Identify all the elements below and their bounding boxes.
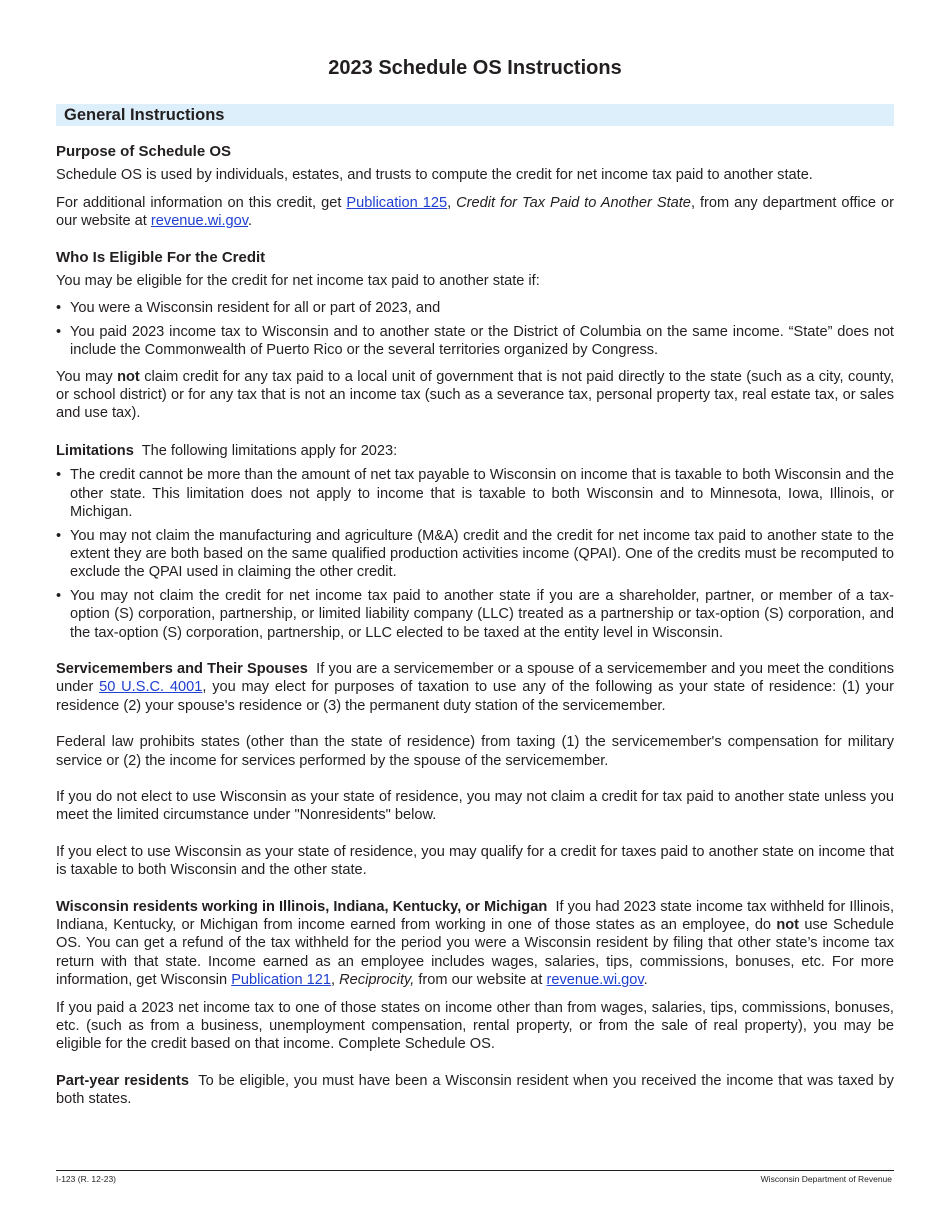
emphasis: not — [776, 917, 800, 933]
list-item: • You may not claim the credit for net income tax paid to another state if you are a shareholder, partner, or member of a tax-option (S) corporation, partnership, or limited liability company (LLC) treated as a partnership or tax-option (S) corporation, and the tax-option (S) corporation, partnership, or LLC elected to be taxed at the entity level in Wisconsin. — [56, 587, 894, 642]
servicemembers-paragraph-1 — [56, 660, 899, 715]
text: , — [331, 972, 340, 989]
text: . — [643, 972, 648, 989]
purpose-paragraph-1: Schedule OS is used by individuals, estates, and trusts to compute the credit for net income tax paid to another state. — [56, 167, 813, 184]
part-year-label: Part-year residents — [56, 1072, 189, 1089]
publication-121-link[interactable]: Publication 121 — [231, 972, 332, 989]
agency-name: Wisconsin Department of Revenue — [760, 1174, 892, 1184]
residents-working-paragraph-1 — [56, 898, 899, 990]
list-item: • The credit cannot be more than the amount of net tax payable to Wisconsin on income that is taxable to both Wisconsin and the other state. This limitation does not apply to income that is taxable to both Wisconsin and to Minnesota, Iowa, Illinois, or Michigan. — [56, 466, 894, 521]
revenue-website-link[interactable]: revenue.wi.gov — [546, 972, 644, 989]
eligible-intro: You may be eligible for the credit for net income tax paid to another state if: — [56, 273, 540, 290]
eligible-list — [56, 299, 894, 359]
publication-125-link[interactable]: Publication 125 — [346, 194, 448, 211]
limitations-list — [56, 466, 894, 642]
text: If you are a servicemember or a spouse of a servicemember and you meet the conditions under — [56, 660, 899, 696]
not-eligible-paragraph — [56, 368, 894, 423]
servicemembers-paragraph-2: Federal law prohibits states (other than the state of residence) from taxing (1) the servicemember's compensation for military service or (2) the income for services performed by the spouse of the servicemember. — [56, 734, 894, 769]
text: from our website at — [414, 972, 547, 989]
text: use Schedule OS. You can get a refund of the tax withheld for the period you were a Wisconsin resident by filing that other state’s income tax return with that state. Income earned as an employee includes wages, salaries, tips, commissions, bonuses, etc. For more information, get Wisconsin — [56, 917, 895, 989]
section-header: General Instructions — [64, 106, 225, 124]
part-year-paragraph — [56, 1072, 899, 1109]
text: , — [447, 194, 457, 211]
servicemembers-paragraph-4: If you elect to use Wisconsin as your state of residence, you may qualify for a credit for taxes paid to another state on income that is taxable to both Wisconsin and the other state. — [56, 843, 894, 879]
text: , you may elect for purposes of taxation to use any of the following as your state of residence: (1) your residence (2) your spouse's residence or (3) the permanent duty station of the servicemember. — [56, 679, 894, 714]
limitations-label: Limitations — [56, 442, 134, 459]
list-item: • You may not claim the manufacturing and agriculture (M&A) credit and the credit for net income tax paid to another state to the extent they are both based on the same qualified production activities income (QPAI). One of the credits must be recomputed to exclude the QPAI used in claiming the other credit. — [56, 527, 894, 582]
residents-working-paragraph-2: If you paid a 2023 net income tax to one of those states on income other than from wages, salaries, tips, commissions, bonuses, etc. (such as from a business, unemployment compensation, rental property, or from the sale of real property), you may be eligible for the credit based on that income. Complete Schedule OS. — [56, 999, 894, 1053]
list-item: • You paid 2023 income tax to Wisconsin and to another state or the District of Columbia on the same income. “State” does not include the Commonwealth of Puerto Rico or the several territories organized by Congress. — [56, 323, 894, 360]
servicemembers-paragraph-3: If you do not elect to use Wisconsin as your state of residence, you may not claim a credit for tax paid to another state unless you meet the limited circumstance under "Nonresidents" below. — [56, 788, 894, 824]
purpose-heading: Purpose of Schedule OS — [56, 143, 232, 160]
residents-working-label: Wisconsin residents working in Illinois, Indiana, Kentucky, or Michigan — [56, 898, 548, 915]
text: For additional information on this credit, get — [56, 194, 347, 211]
content-flow — [56, 143, 899, 1109]
page-title: 2023 Schedule OS Instructions — [328, 57, 622, 79]
limitations-intro — [56, 442, 894, 460]
purpose-paragraph-2 — [56, 194, 894, 231]
usc-4001-link[interactable]: 50 U.S.C. 4001 — [99, 679, 203, 696]
list-item: • You were a Wisconsin resident for all or part of 2023, and — [56, 299, 894, 317]
text: You may — [56, 368, 118, 385]
text: To be eligible, you must have been a Wisconsin resident when you received the income that was taxed by both states. — [56, 1072, 899, 1108]
page-footer — [56, 1170, 894, 1184]
publication-title: Reciprocity, — [339, 972, 415, 989]
section-header-band — [56, 104, 894, 126]
revenue-website-link[interactable]: revenue.wi.gov — [150, 213, 248, 230]
text: If you had 2023 state income tax withheld for Illinois, Indiana, Kentucky, or Michigan from income earned from working in one of those states as an employee, do — [56, 898, 899, 933]
form-id: I-123 (R. 12-23) — [56, 1174, 116, 1184]
text: . — [248, 213, 253, 230]
eligible-heading: Who Is Eligible For the Credit — [56, 248, 266, 266]
publication-title: Credit for Tax Paid to Another State — [456, 194, 691, 211]
text: claim credit for any tax paid to a local unit of government that is not paid directly to the state (such as a city, county, or school district) or for any tax that is not an income tax (such as a severance tax, personal property tax, real estate tax, or sales and use tax). — [56, 368, 895, 422]
text: The following limitations apply for 2023: — [133, 442, 398, 459]
text: , from any department office or our website at — [56, 194, 894, 230]
emphasis: not — [117, 368, 140, 385]
servicemembers-label: Servicemembers and Their Spouses — [56, 660, 308, 677]
